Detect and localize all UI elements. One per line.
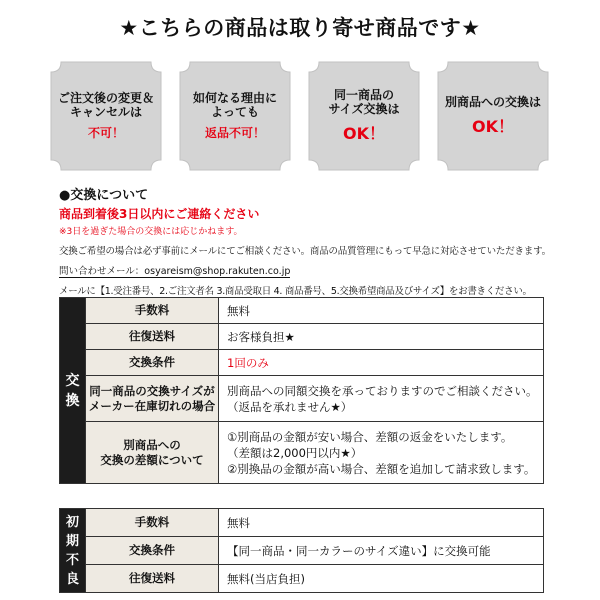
row-value: お客様負担★ (219, 324, 544, 350)
row-value: 【同一商品・同一カラーのサイズ違い】に交換可能 (219, 537, 544, 565)
side-char: 期 (65, 533, 79, 549)
exchange-heading: ●交換について (59, 188, 149, 203)
table-row (60, 509, 544, 537)
row-value: 1回のみ (219, 350, 544, 376)
badge-line2: よっても (210, 105, 259, 119)
row-label: 別商品への 交換の差額について (86, 422, 219, 484)
exchange-warning: ※3日を過ぎた場合の交換には応じかねます。 (59, 227, 243, 237)
badge-line2: サイズ交換は (328, 102, 400, 116)
exchange-note: 交換ご希望の場合は必ず事前にメールにてご相談ください。商品の品質管理にもって早急に対応させていただきます。 (59, 246, 551, 257)
table-row (60, 376, 544, 422)
row-label: 交換条件 (86, 537, 219, 565)
row-label: 手数料 (86, 509, 219, 537)
side-char: 初 (65, 514, 79, 530)
badge-line1: 同一商品の (333, 88, 394, 102)
side-char: 交 (65, 372, 80, 389)
row-label: 交換条件 (86, 350, 219, 376)
badge-size-exchange (305, 58, 423, 174)
badge-value: 返品不可！ (204, 126, 265, 140)
page-title: ★こちらの商品は取り寄せ商品です★ (119, 16, 481, 40)
badge-line1: ご注文後の変更＆ (57, 91, 154, 105)
side-char: 換 (65, 392, 80, 409)
table-row (60, 324, 544, 350)
contact-email-link[interactable]: 問い合わせメール：osyareism@shop.rakuten.co.jp (59, 263, 290, 278)
row-label: 手数料 (86, 298, 219, 324)
exchange-side-label (60, 298, 86, 484)
mail-items-note: メールに【1.受注番号、2.ご注文者名 3.商品受取日 4. 商品番号、5.交換希望商品及びサイズ】をお書きください。 (59, 286, 532, 297)
row-value: 別商品への同額交換を承っておりますのでご相談ください。 （返品を承れません★） (219, 376, 544, 422)
row-value: 無料 (219, 298, 544, 324)
policy-badges (47, 58, 553, 174)
exchange-section (59, 184, 559, 297)
side-char: 不 (65, 552, 79, 568)
badge-value: OK！ (342, 124, 385, 143)
badge-return-policy (176, 58, 294, 174)
row-label: 往復送料 (86, 324, 219, 350)
side-char: 良 (65, 571, 79, 587)
badge-cancel-policy (47, 58, 165, 174)
badge-other-item-exchange (434, 58, 552, 174)
table-row (60, 350, 544, 376)
table-row (60, 298, 544, 324)
row-label: 同一商品の交換サイズが メーカー在庫切れの場合 (86, 376, 219, 422)
badge-value: OK！ (471, 117, 514, 136)
defect-table (59, 508, 544, 593)
badge-value: 不可！ (87, 126, 124, 140)
badge-line1: 別商品への交換は (444, 95, 541, 109)
table-row (60, 565, 544, 593)
table-row (60, 422, 544, 484)
exchange-deadline: 商品到着後3日以内にご連絡ください (59, 207, 260, 221)
table-row (60, 537, 544, 565)
badge-line1: 如何なる理由に (192, 91, 277, 105)
row-value: 無料 (219, 509, 544, 537)
defect-side-label (60, 509, 86, 593)
row-value: 無料(当店負担) (219, 565, 544, 593)
exchange-table (59, 297, 544, 484)
badge-line2: キャンセルは (69, 105, 142, 119)
row-label: 往復送料 (86, 565, 219, 593)
row-value: ①別商品の金額が安い場合、差額の返金をいたします。 （差額は2,000円以内★） ②別換品の金額が高い場合、差額を追加して請求致します。 (219, 422, 544, 484)
